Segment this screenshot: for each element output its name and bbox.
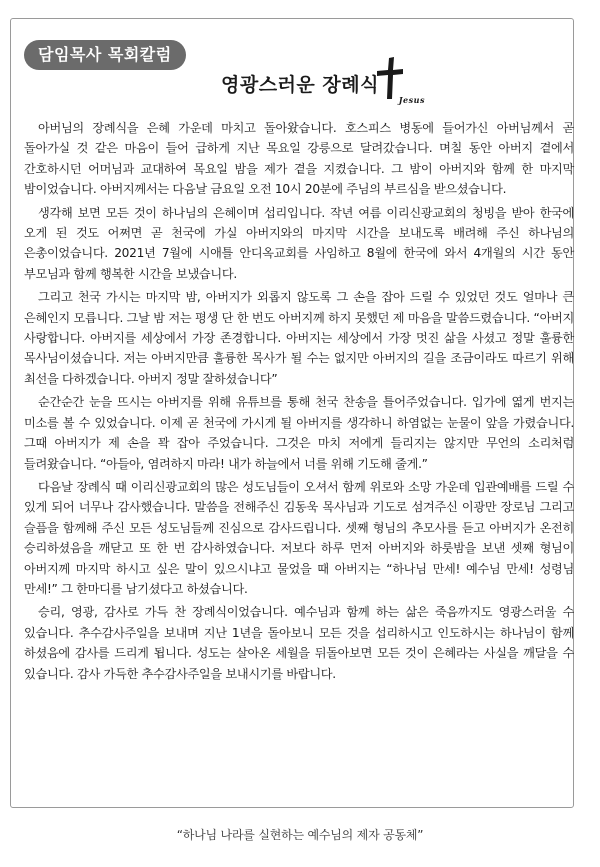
paragraph-5: 다음날 장례식 때 이리신광교회의 많은 성도님들이 오셔서 함께 위로와 소망 가운데 입관예배를 드릴 수 있게 되어 너무나 감사했습니다. 말씀을 전해주신 김동욱 목사님과 기도로 섬겨주신 이광만 장로님 그리고 슬픔을 함께해 주신 모든 성도님들께 진심으로 감사드립니다. 셋째 형님의 추모사를 듣고 아버지가 온전히 승리하셨음을 깨닫고 또 한 번 감사하였습니다. 저보다 하루 먼저 아버지와 하룻밤을 보낸 셋째 형님이 아버지께 마지막 하시고 싶은 말이 있으시냐고 물었을 때 아버지는 “하나님 만세! 예수님 만세! 성령님 만세!” 그 한마디를 남기셨다고 하셨습니다.	[24, 479, 574, 596]
article-title-text: 영광스러운 장례식	[221, 74, 379, 96]
footer-motto: “하나님 나라를 실현하는 예수님의 제자 공동체”	[176, 828, 424, 842]
title-area	[0, 72, 600, 105]
paragraph-4: 순간순간 눈을 뜨시는 아버지를 위해 유튜브를 통해 천국 찬송을 틀어주었습니다. 입가에 엷게 번지는 미소를 볼 수 있었습니다. 이제 곧 천국에 가시게 될 아버지를 생각하니 하염없는 눈물이 앞을 가렸습니다. 그때 아버지가 제 손을 꽉 잡아 주었습니다. 그것은 마치 저에게 들리지는 않지만 무언의 소리처럼 들려왔습니다. “아들아, 염려하지 마라! 내가 하늘에서 너를 위해 기도해 줄게.”	[24, 395, 574, 471]
paragraph-6: 승리, 영광, 감사로 가득 찬 장례식이었습니다. 예수님과 함께 하는 삶은 죽음까지도 영광스러울 수 있습니다. 추수감사주일을 보내며 지난 1년을 돌아보니 모든 것을 섭리하시고 인도하시는 하나님이 함께 하셨음에 감사를 드리게 됩니다. 성도는 살아온 세월을 뒤돌아보면 모든 것이 은혜라는 사실을 깨달을 수 있습니다. 감사 가득한 추수감사주일을 보내시기를 바랍니다.	[24, 605, 574, 681]
cross-caption: Jesus	[398, 95, 425, 105]
column-label: 담임목사 목회칼럼	[24, 40, 186, 70]
article-body	[24, 118, 574, 687]
paragraph-3: 그리고 천국 가시는 마지막 밤, 아버지가 외롭지 않도록 그 손을 잡아 드릴 수 있었던 것도 얼마나 큰 은혜인지 모릅니다. 그날 밤 저는 평생 단 한 번도 아버지께 하지 못했던 제 마음을 말씀드렸습니다. “아버지 사랑합니다. 아버지를 세상에서 가장 존경합니다. 아버지는 세상에서 가장 멋진 삶을 사셨고 정말 훌륭한 목사님이셨습니다. 저는 아버지만큼 훌륭한 목사가 될 수는 없지만 아버지의 길을 조금이라도 따르기 위해 최선을 다하겠습니다. 아버지 정말 잘하셨습니다”	[24, 290, 574, 386]
article-title	[221, 72, 425, 105]
paragraph-1: 아버님의 장례식을 은혜 가운데 마치고 돌아왔습니다. 호스피스 병동에 들어가신 아버님께서 곧 돌아가실 것 같은 마음이 들어 급하게 지난 목요일 강릉으로 달려갔습니다. 며칠 동안 아버지 곁에서 간호하시던 어머님과 교대하여 목요일 밤을 제가 곁을 지켰습니다. 그 밤이 아버지와 함께 한 마지막 밤이었습니다. 아버지께서는 다음날 금요일 오전 10시 20분에 주님의 부르심을 받으셨습니다.	[24, 121, 574, 197]
paragraph-2: 생각해 보면 모든 것이 하나님의 은혜이며 섭리입니다. 작년 여름 이리신광교회의 청빙을 받아 한국에 오게 된 것도 어쩌면 곧 천국에 가실 아버지와의 마지막 시간을 보내도록 배려해 주신 하나님의 은총이었습니다. 2021년 7월에 시애틀 안디옥교회를 사임하고 8월에 한국에 와서 4개월의 시간 동안 부모님과 함께 행복한 시간을 보냈습니다.	[24, 205, 574, 281]
